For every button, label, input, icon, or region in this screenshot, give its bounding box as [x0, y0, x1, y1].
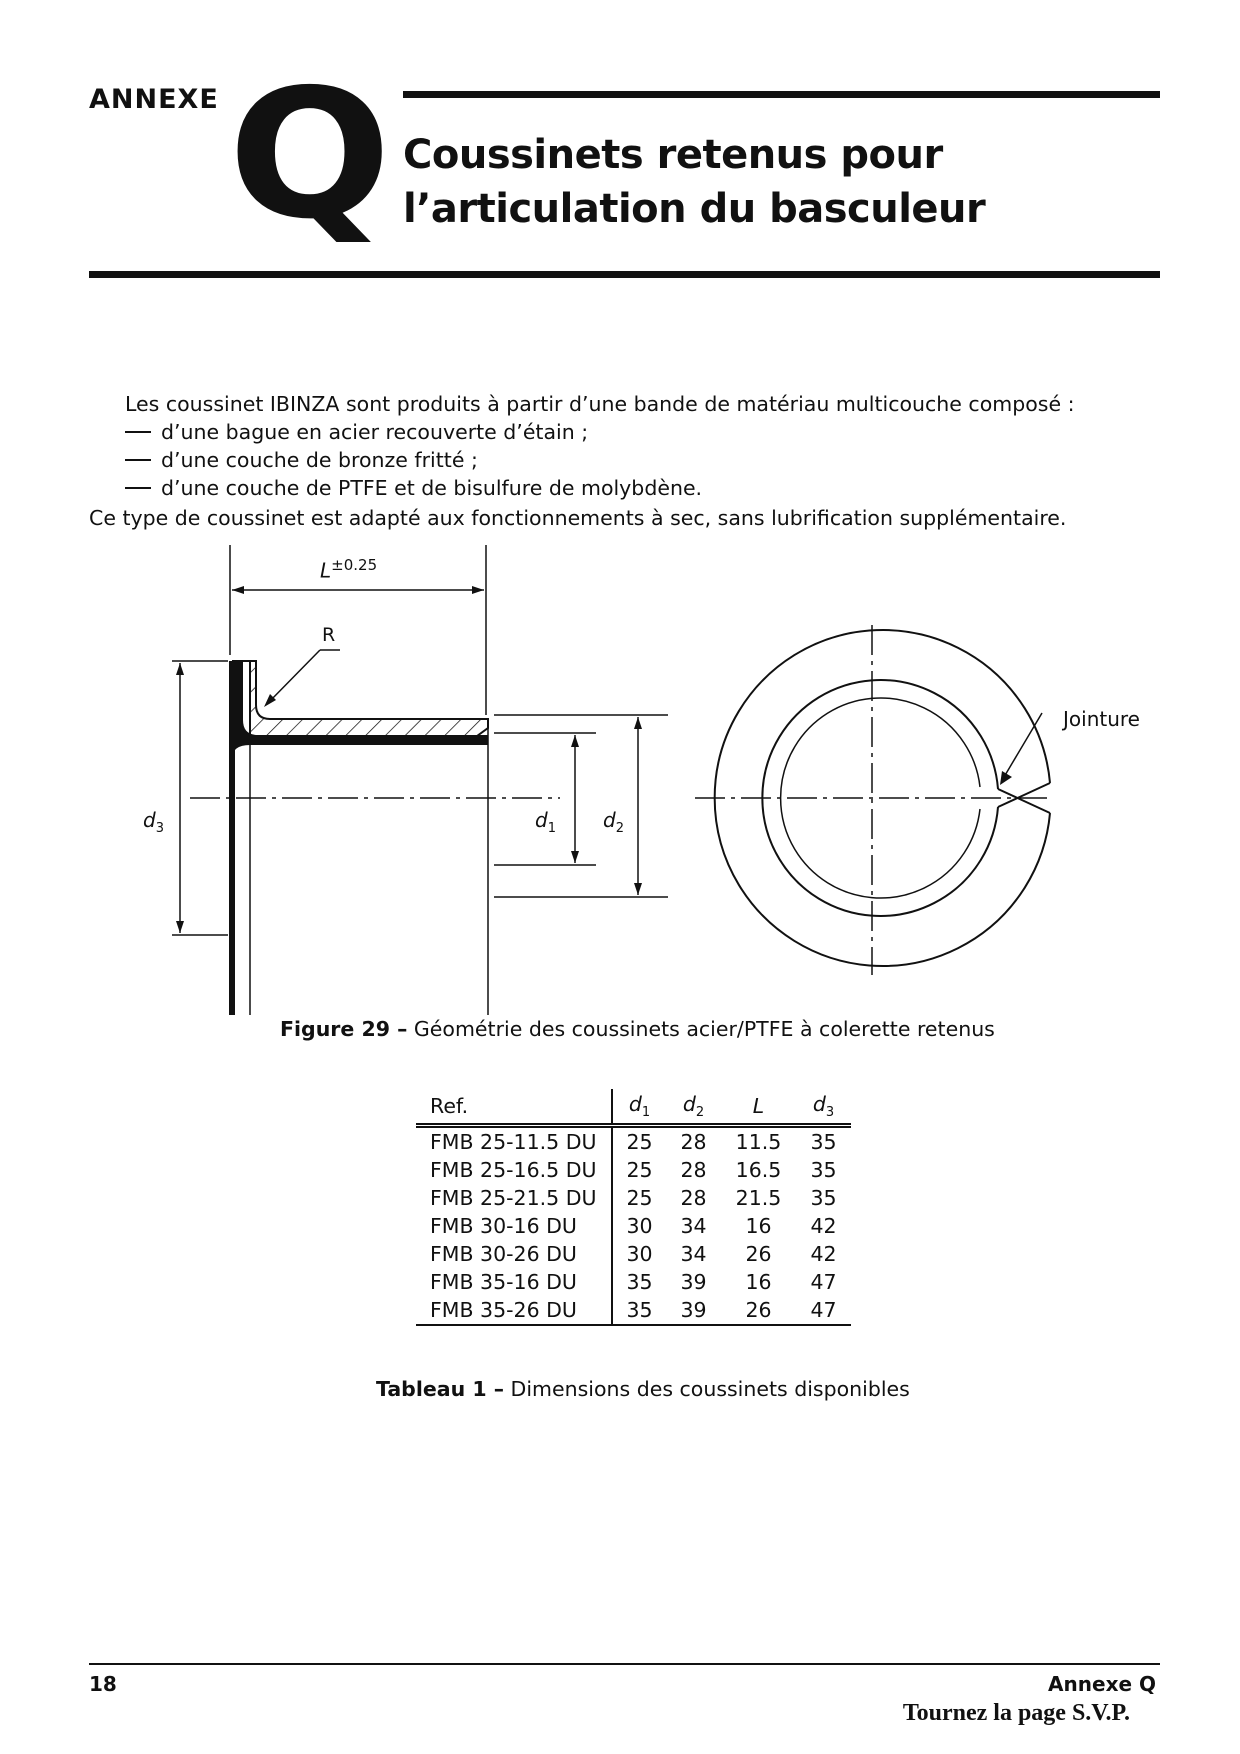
title-line-2: l’articulation du basculeur [403, 186, 986, 232]
page-number: 18 [89, 1672, 117, 1696]
intro-conclusion: Ce type de coussinet est adapté aux fonctionnements à sec, sans lubrification supplémentaire. [89, 506, 1067, 530]
annexe-letter: Q [228, 51, 392, 258]
bushing-drawing [120, 545, 1080, 1015]
table-caption: Tableau 1 – Dimensions des coussinets disponibles [376, 1377, 910, 1401]
table-row: FMB 30-26 DU 30 34 26 42 [416, 1240, 851, 1268]
table-row: FMB 25-21.5 DU 25 28 21.5 35 [416, 1184, 851, 1212]
col-d1: $d_1$ [628, 1091, 651, 1121]
em-dash [125, 487, 151, 489]
table-row: FMB 25-11.5 DU 25 28 11.5 35 [416, 1126, 851, 1157]
page-title [403, 128, 985, 236]
radius-R-label: R [322, 624, 336, 646]
col-d3: $d_3$ [812, 1091, 835, 1121]
bushing-section-top [232, 661, 488, 759]
col-ref: Ref. [416, 1089, 612, 1126]
dimension-d3-label: $d_3$ [143, 808, 164, 836]
intro-item-1: d’une bague en acier recouverte d’étain ; [125, 418, 588, 446]
turn-page-note: Tournez la page S.V.P. [902, 1700, 1130, 1726]
table-row: FMB 25-16.5 DU 25 28 16.5 35 [416, 1156, 851, 1184]
figure-caption: Figure 29 – Géométrie des coussinets acier/PTFE à colerette retenus [280, 1017, 995, 1041]
table-row: FMB 35-16 DU 35 39 16 47 [416, 1268, 851, 1296]
dimensions-table [416, 1089, 851, 1326]
col-L: L [752, 1094, 765, 1118]
em-dash [125, 459, 151, 461]
table-row: FMB 35-26 DU 35 39 26 47 [416, 1296, 851, 1325]
annexe-label: ANNEXE [89, 84, 219, 115]
header-bottom-rule [89, 271, 1160, 278]
table-row: FMB 30-16 DU 30 34 16 42 [416, 1212, 851, 1240]
dimension-L-label: $L^{\pm 0.25}$ [320, 556, 378, 583]
title-line-1: Coussinets retenus pour [403, 132, 943, 178]
footer-annex-label: Annexe Q [1048, 1672, 1156, 1696]
table-header-row [416, 1089, 851, 1126]
dimension-d2-label: $d_2$ [603, 808, 624, 836]
intro-item-2: d’une couche de bronze fritté ; [125, 446, 478, 474]
intro-item-3: d’une couche de PTFE et de bisulfure de molybdène. [125, 474, 702, 502]
intro-line: Les coussinet IBINZA sont produits à partir d’une bande de matériau multicouche composé : [125, 392, 1075, 416]
footer-rule [89, 1663, 1160, 1665]
em-dash [125, 431, 151, 433]
jointure-label: Jointure [1063, 707, 1140, 731]
header-top-rule [403, 91, 1160, 98]
col-d2: $d_2$ [682, 1091, 705, 1121]
bushing-front-view [695, 625, 1050, 975]
dimension-d1-label: $d_1$ [535, 808, 556, 836]
